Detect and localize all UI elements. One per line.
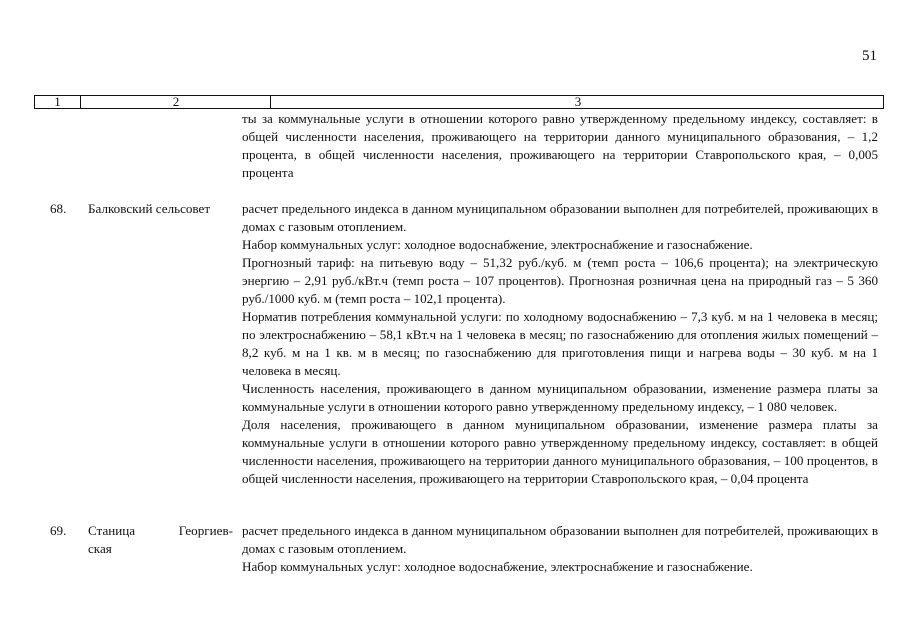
column-header-2: 2 (80, 96, 271, 108)
table-header-row (34, 95, 884, 109)
row-69-paragraph-1: расчет предельного индекса в данном муниципальном образовании выполнен для потребителей, проживающих в домах с газовым отоплением. (242, 523, 878, 556)
row-68-description (242, 200, 878, 488)
column-header-3: 3 (270, 96, 885, 108)
column-header-1: 1 (54, 94, 61, 109)
row-69-number: 69. (50, 523, 67, 538)
row-69-name-part-2: Георгиев- (178, 523, 233, 538)
continuation-paragraph: ты за коммунальные услуги в отношении которого равно утвержденному предельному индексу, составляет: в общей численности населения, проживающего на территории данного муниципального образования, – 1,2 процента, в общей численности населения, проживающего на территории Ставропольского края, – 0,005 процента (242, 111, 878, 180)
row-68-number: 68. (50, 201, 67, 216)
page-number: 51 (862, 48, 877, 64)
row-68-name: Балковский сельсовет (88, 201, 211, 216)
row-69-name-part-3: ская (88, 541, 112, 556)
continuation-text-block (242, 110, 878, 182)
row-68-paragraph-4: Норматив потребления коммунальной услуги: по холодному водоснабжению – 7,3 куб. м на 1 человека в месяц; по электроснабжению – 58,1 кВт.ч на 1 человека в месяц; по газоснабжению для отопления жилых помещений – 8,2 куб. м на 1 кв. м в месяц; по газоснабжению для приготовления пищи и нагрева воды – 30 куб. м на 1 человека в месяц. (242, 309, 878, 378)
row-68-paragraph-3: Прогнозный тариф: на питьевую воду – 51,32 руб./куб. м (темп роста – 106,6 процента); на электрическую энергию – 2,91 руб./кВт.ч (темп роста – 107 процентов). Прогнозная розничная цена на природный газ – 5 360 руб./1000 куб. м (темп роста – 102,1 процента). (242, 255, 878, 306)
row-69-name (88, 522, 233, 558)
row-69-paragraph-2: Набор коммунальных услуг: холодное водоснабжение, электроснабжение и газоснабжение. (242, 559, 753, 574)
row-68-paragraph-5: Численность населения, проживающего в данном муниципальном образовании, изменение размера платы за коммунальные услуги в отношении которого равно утвержденному предельному индексу, – 1 080 человек. (242, 381, 878, 414)
row-68-paragraph-1: расчет предельного индекса в данном муниципальном образовании выполнен для потребителей, проживающих в домах с газовым отоплением. (242, 201, 878, 234)
row-69-name-part-1: Станица (88, 523, 136, 538)
row-69-description (242, 522, 878, 576)
row-68-paragraph-2: Набор коммунальных услуг: холодное водоснабжение, электроснабжение и газоснабжение. (242, 237, 753, 252)
row-68-paragraph-6: Доля населения, проживающего в данном муниципальном образовании, изменение размера платы за коммунальные услуги в отношении которого равно утвержденному предельному индексу, составляет: в общей численности населения, проживающего на территории данного муниципального образования, – 100 процентов, в общей численности населения, проживающего на территории Ставропольского края, – 0,04 процента (242, 417, 878, 486)
